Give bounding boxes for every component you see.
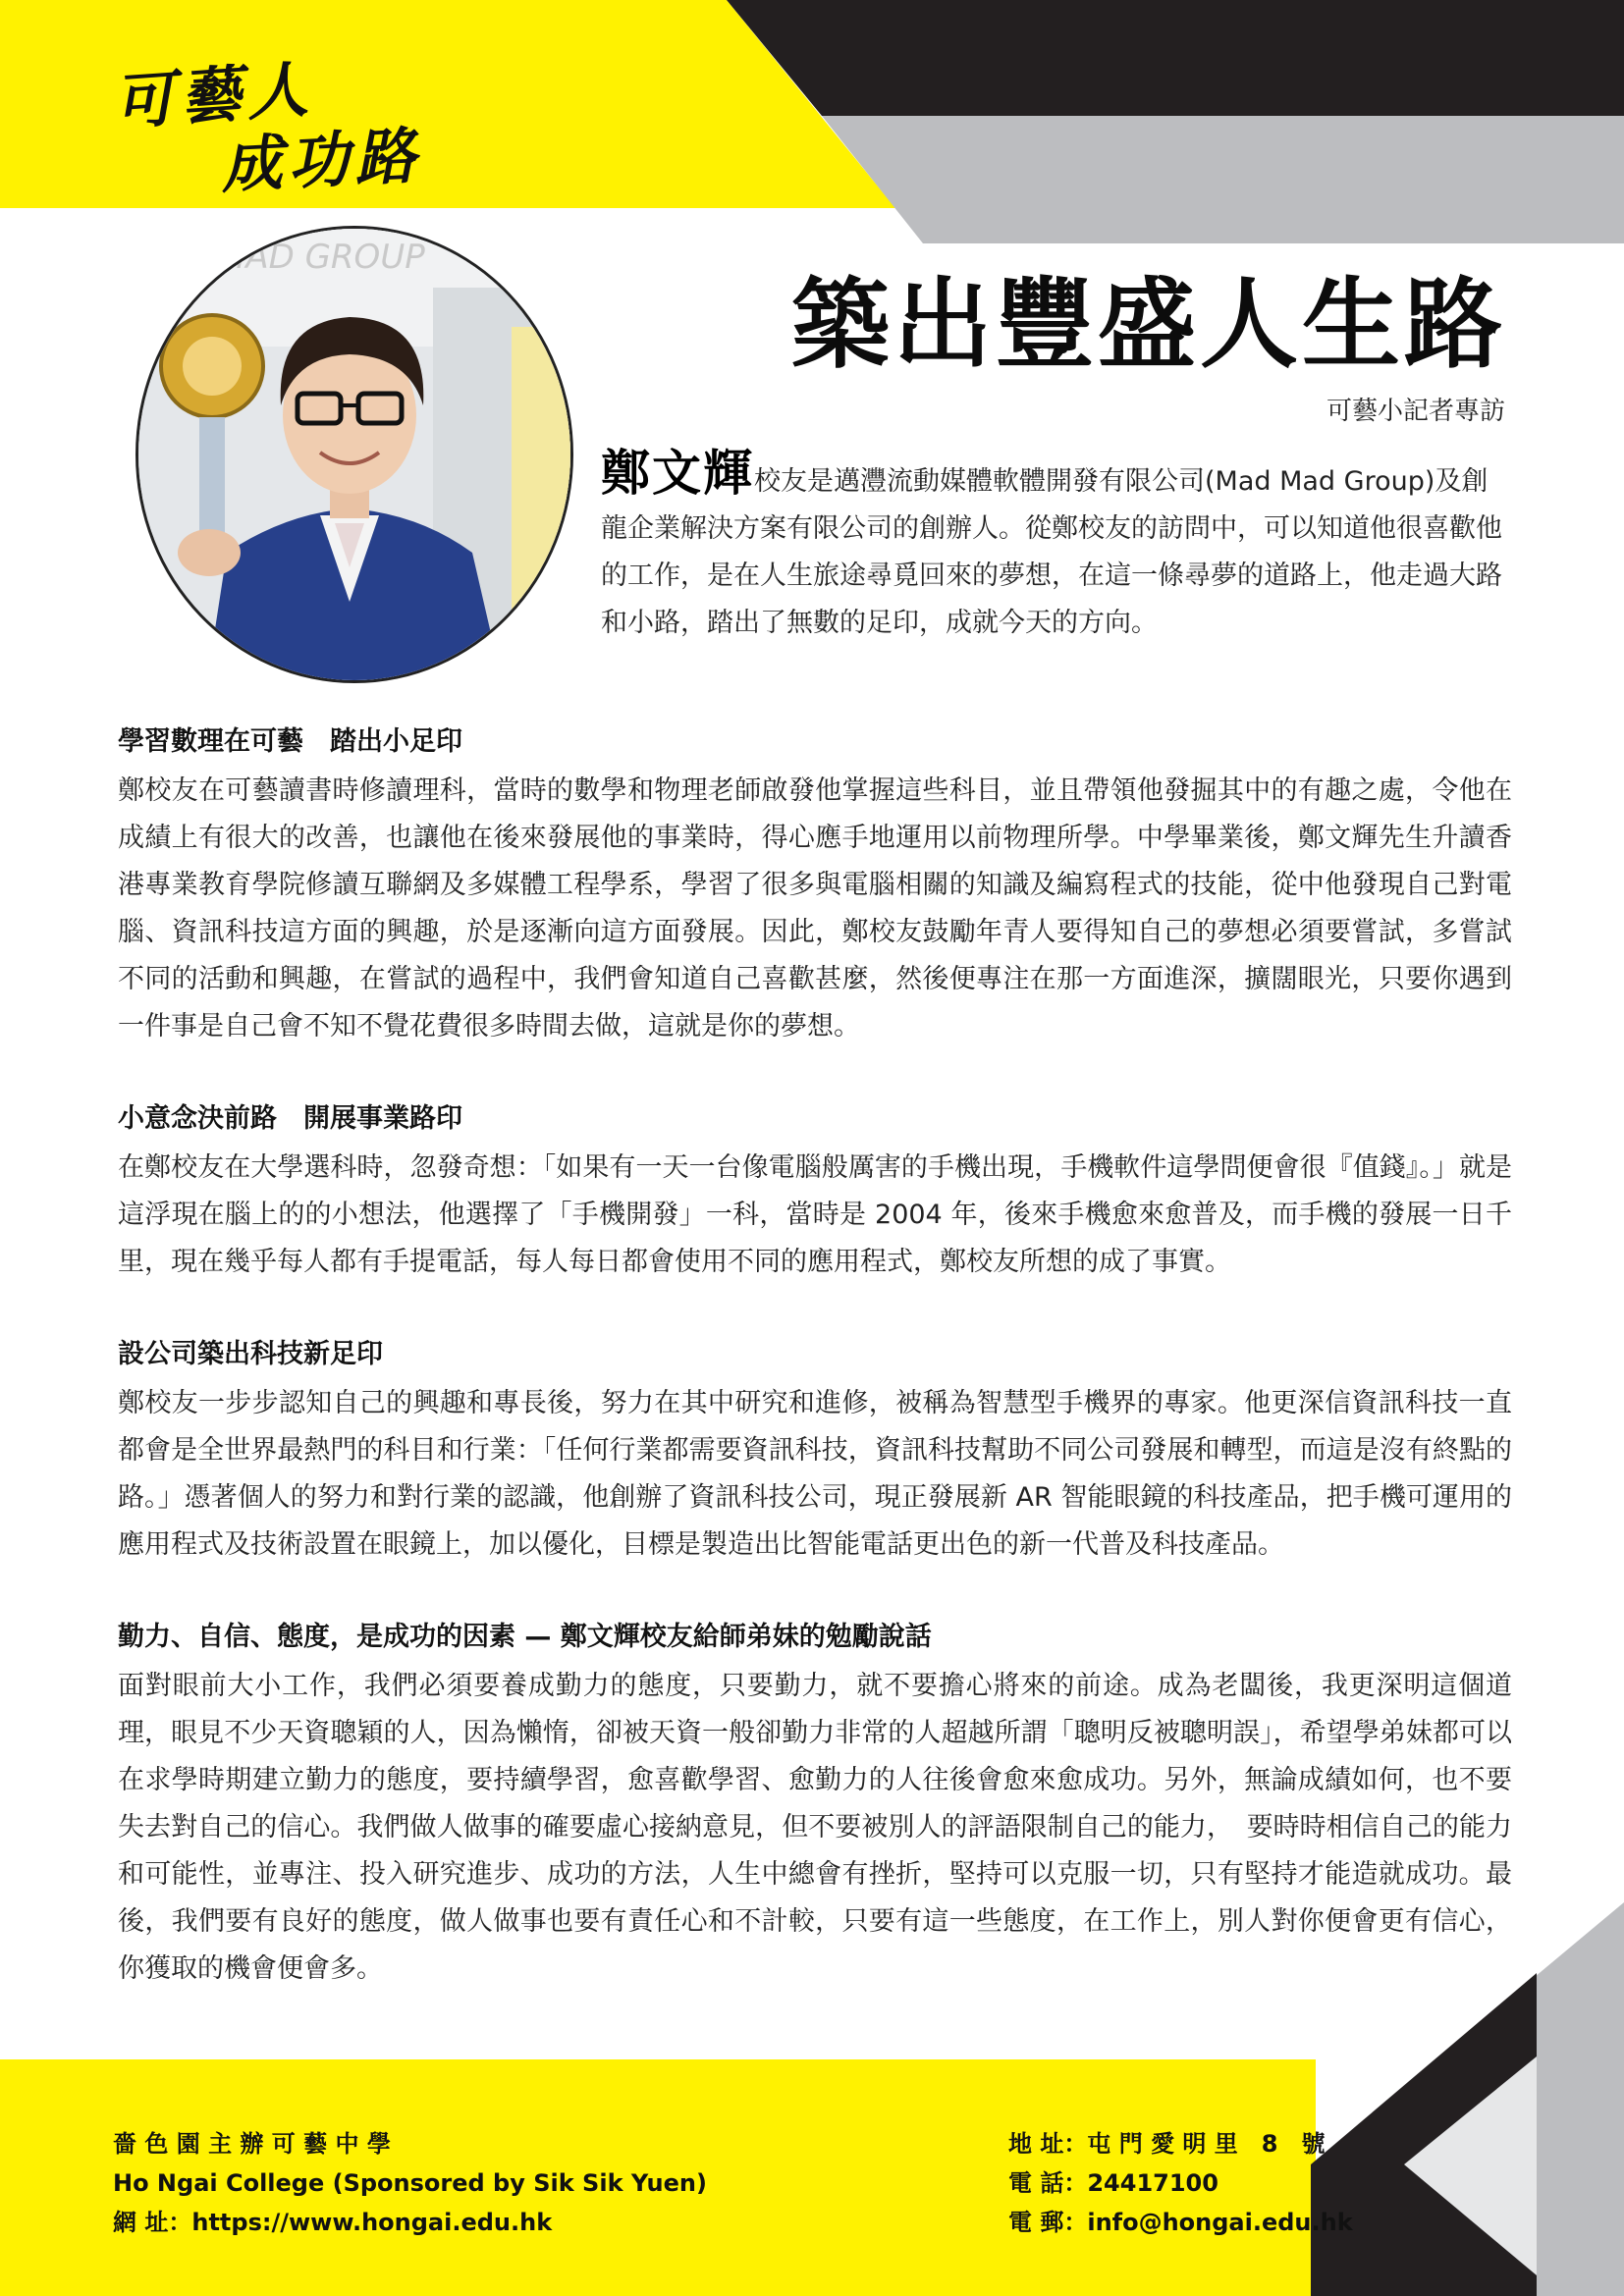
section-body: 在鄭校友在大學選科時，忽發奇想：「如果有一天一台像電腦般厲害的手機出現，手機軟件這學問便會很『值錢』。」就是這浮現在腦上的的小想法，他選擇了「手機開發」一科，當時是 2004 年，後來手機愈來愈普及，而手機的發展一日千里，現在幾乎每人都有手提電話，每人每日都會使用不同的應用程式，鄭校友所想的成了事實。 [118, 1152, 1512, 1277]
intro-text: 校友是邁灃流動媒體軟體開發有限公司(Mad Mad Group)及創龍企業解決方案有限公司的創辦人。從鄭校友的訪問中，可以知道他很喜歡他的工作，是在人生旅途尋覓回來的夢想，在這一條尋夢的道路上，他走過大路和小路，踏出了無數的足印，成就今天的方向。 [601, 466, 1502, 638]
header-grey-band [822, 116, 1624, 243]
section-heading: 學習數理在可藝 踏出小足印 [118, 726, 462, 757]
section-heading: 勤力、自信、態度，是成功的因素 — 鄭文輝校友給師弟妹的勉勵說話 [118, 1622, 932, 1652]
portrait-illustration [138, 229, 570, 680]
page-title: 築出豐盛人生路 [791, 267, 1506, 382]
section-heading: 小意念決前路 開展事業路印 [118, 1103, 462, 1134]
photo-banner-text: MAD GROUP [217, 238, 425, 277]
section-body: 鄭校友一步步認知自己的興趣和專長後，努力在其中研究和進修，被稱為智慧型手機界的專家。他更深信資訊科技一直都會是全世界最熱門的科目和行業：「任何行業都需要資訊科技，資訊科技幫助不同公司發展和轉型，而這是沒有終點的路。」憑著個人的努力和對行業的認識，他創辦了資訊科技公司，現正發展新 AR 智能眼鏡的科技產品，把手機可運用的應用程式及技術設置在眼鏡上，加以優化，目標是製造出比智能電話更出色的新一代普及科技產品。 [118, 1388, 1512, 1560]
section-body: 鄭校友在可藝讀書時修讀理科，當時的數學和物理老師啟發他掌握這些科目，並且帶領他發掘其中的有趣之處，令他在成績上有很大的改善，也讓他在後來發展他的事業時，得心應手地運用以前物理所學。中學畢業後，鄭文輝先生升讀香港專業教育學院修讀互聯網及多媒體工程學系，學習了很多與電腦相關的知識及編寫程式的技能，從中他發現自己對電腦、資訊科技這方面的興趣，於是逐漸向這方面發展。因此，鄭校友鼓勵年青人要得知自己的夢想必須要嘗試，多嘗試不同的活動和興趣，在嘗試的過程中，我們會知道自己喜歡甚麼，然後便專注在那一方面進深，擴闊眼光，只要你遇到一件事是自己會不知不覺花費很多時間去做，這就是你的夢想。 [118, 775, 1512, 1041]
footer-phone: 電 話：24417100 [1008, 2169, 1218, 2197]
footer-address: 地 址：屯 門 愛 明 里 8 號 [1008, 2130, 1326, 2158]
section-3 [118, 1332, 1512, 1569]
footer-contact-info [1008, 2124, 1353, 2242]
section-heading: 設公司築出科技新足印 [118, 1339, 383, 1369]
section-1 [118, 720, 1512, 1050]
logo-line-1: 可藝人 [111, 52, 316, 139]
footer-school-info [113, 2124, 707, 2242]
header-dark-band [727, 0, 1624, 116]
header-logo [111, 47, 437, 202]
footer-school-en: Ho Ngai College (Sponsored by Sik Sik Yuen) [113, 2169, 707, 2197]
section-2 [118, 1096, 1512, 1286]
page-subtitle: 可藝小記者專訪 [1326, 397, 1505, 426]
footer-website-link[interactable]: 網 址：https://www.hongai.edu.hk [113, 2209, 553, 2236]
logo-line-2: 成功路 [219, 119, 424, 202]
intro-paragraph [601, 445, 1509, 647]
footer-email-link[interactable]: 電 郵：info@hongai.edu.hk [1008, 2209, 1353, 2236]
section-4 [118, 1615, 1512, 1993]
interviewee-name: 鄭文輝 [601, 445, 754, 502]
portrait-photo [135, 226, 573, 683]
footer-school-cn: 嗇 色 園 主 辦 可 藝 中 學 [113, 2130, 391, 2158]
section-body: 面對眼前大小工作，我們必須要養成勤力的態度，只要勤力，就不要擔心將來的前途。成為老闆後，我更深明這個道理，眼見不少天資聰穎的人，因為懶惰，卻被天資一般卻勤力非常的人超越所謂「聰明反被聰明誤」，希望學弟妹都可以在求學時期建立勤力的態度，要持續學習，愈喜歡學習、愈勤力的人往後會愈來愈成功。另外，無論成績如何，也不要失去對自己的信心。我們做人做事的確要虛心接納意見，但不要被別人的評語限制自己的能力， 要時時相信自己的能力和可能性，並專注、投入研究進步、成功的方法，人生中總會有挫折，堅持可以克服一切，只有堅持才能造就成功。最後，我們要有良好的態度，做人做事也要有責任心和不計較，只要有這一些態度，在工作上，別人對你便會更有信心，你獲取的機會便會多。 [118, 1671, 1512, 1984]
